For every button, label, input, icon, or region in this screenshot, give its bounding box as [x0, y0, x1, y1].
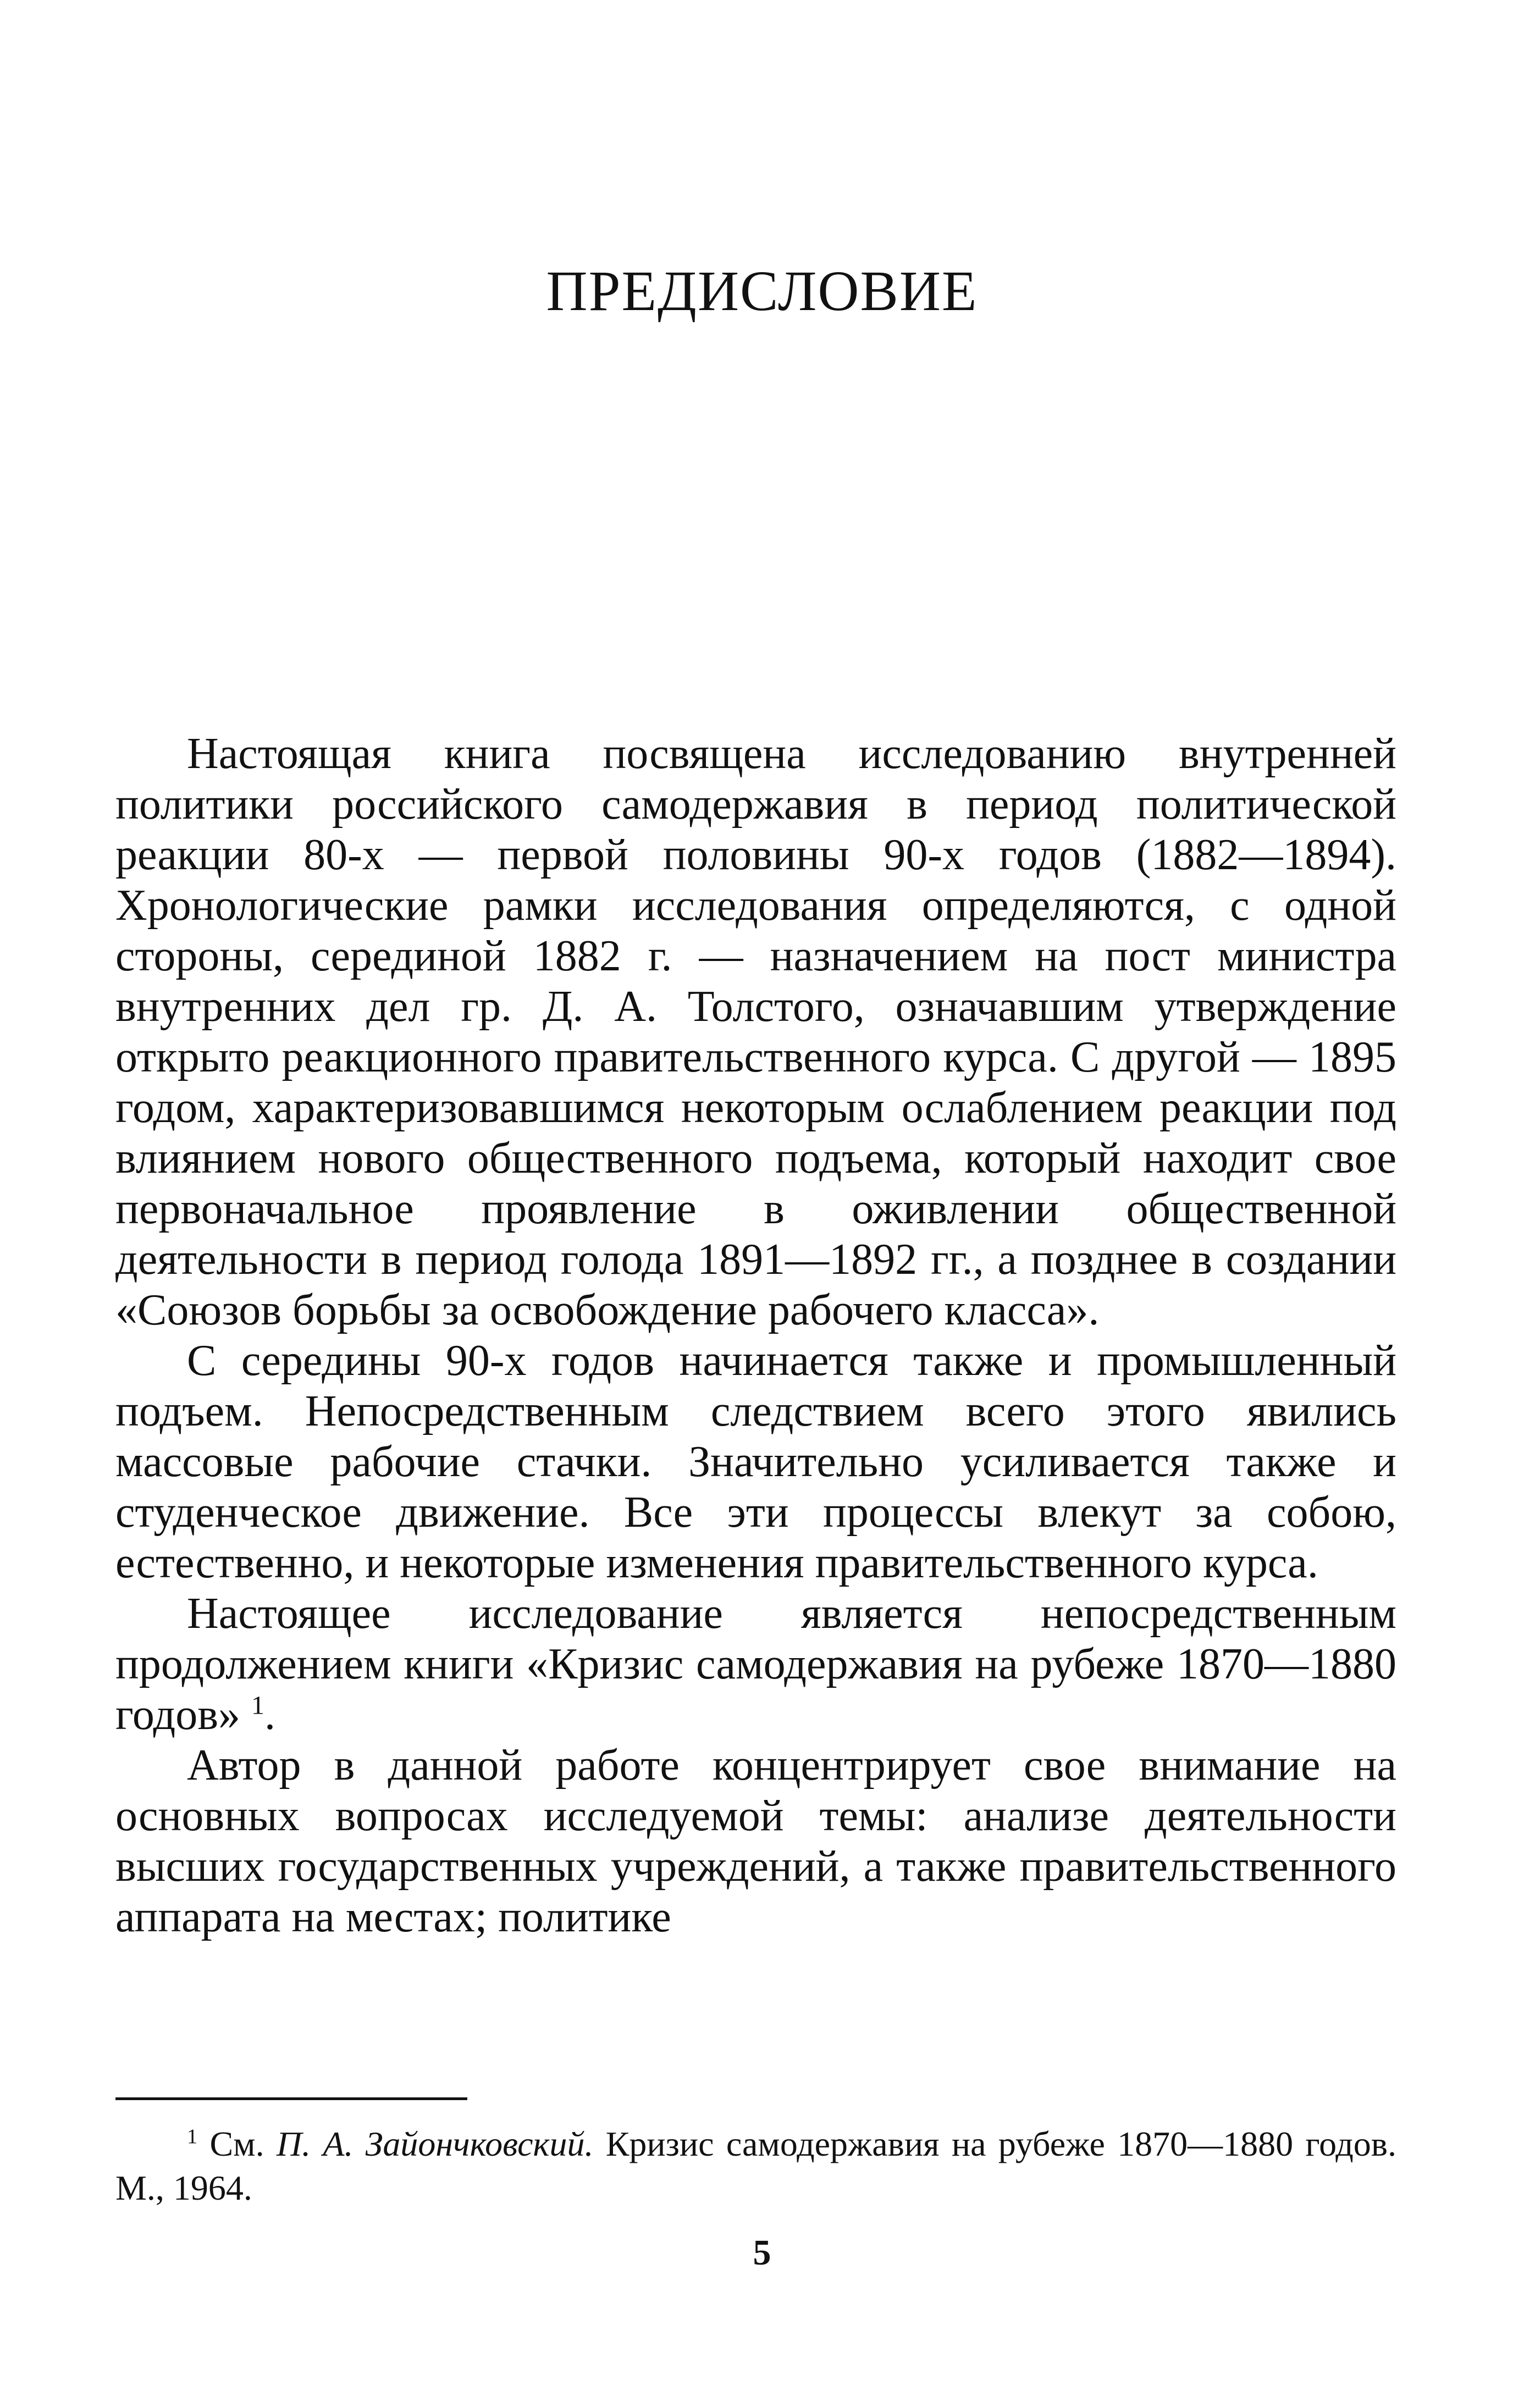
footnote-prefix: См. — [209, 2124, 264, 2163]
paragraph-2: С середины 90-х годов начинается также и промышленный подъем. Непосредственным следствием всего этого явились массовые рабочие стачки. Значительно усиливается также и студенческое движение. Все эти процессы влекут за собою, естественно, и некоторые изменения правительственного курса. — [115, 1336, 1396, 1587]
footnote-author: П. А. Зайончковский. — [276, 2124, 594, 2163]
footnote-marker: 1 — [187, 2125, 198, 2149]
paragraph-3 — [115, 1588, 1396, 1740]
main-text — [115, 728, 1396, 1942]
paragraph-3-end: . — [264, 1691, 275, 1739]
footnote-reference[interactable]: 1 — [251, 1691, 264, 1720]
footnote-divider — [115, 2097, 467, 2100]
chapter-title: ПРЕДИСЛОВИЕ — [546, 259, 978, 323]
paragraph-1: Настоящая книга посвящена исследованию внутренней политики российского самодержавия в период политической реакции 80-х — первой половины 90-х годов (1882—1894). Хронологические рамки исследования определяются, с одной стороны, серединой 1882 г. — назначением на пост министра внутренних дел гр. Д. А. Толстого, означавшим утверждение открыто реакционного правительственного курса. С другой — 1895 годом, характеризовавшимся некоторым ослаблением реакции под влиянием нового общественного подъема, который находит свое первоначальное проявление в оживлении общественной деятельности в период голода 1891—1892 гг., а позднее в создании «Союзов борьбы за освобождение рабочего класса». — [115, 730, 1396, 1334]
footnote — [115, 2122, 1396, 2210]
paragraph-4: Автор в данной работе концентрирует свое внимание на основных вопросах исследуемой темы: анализе деятельности высших государственных учреждений, а также правительственного аппарата на местах; политике — [115, 1741, 1396, 1941]
footnote-line — [115, 2122, 1396, 2210]
page-number: 5 — [753, 2233, 771, 2273]
paragraph-3-text: Настоящее исследование является непосредственным продолжением книги «Кризис самодержавия на рубеже 1870—1880 годов» — [115, 1589, 1396, 1739]
footnote-text: Кризис самодержавия на рубеже 1870—1880 годов. М., 1964. — [115, 2124, 1397, 2207]
